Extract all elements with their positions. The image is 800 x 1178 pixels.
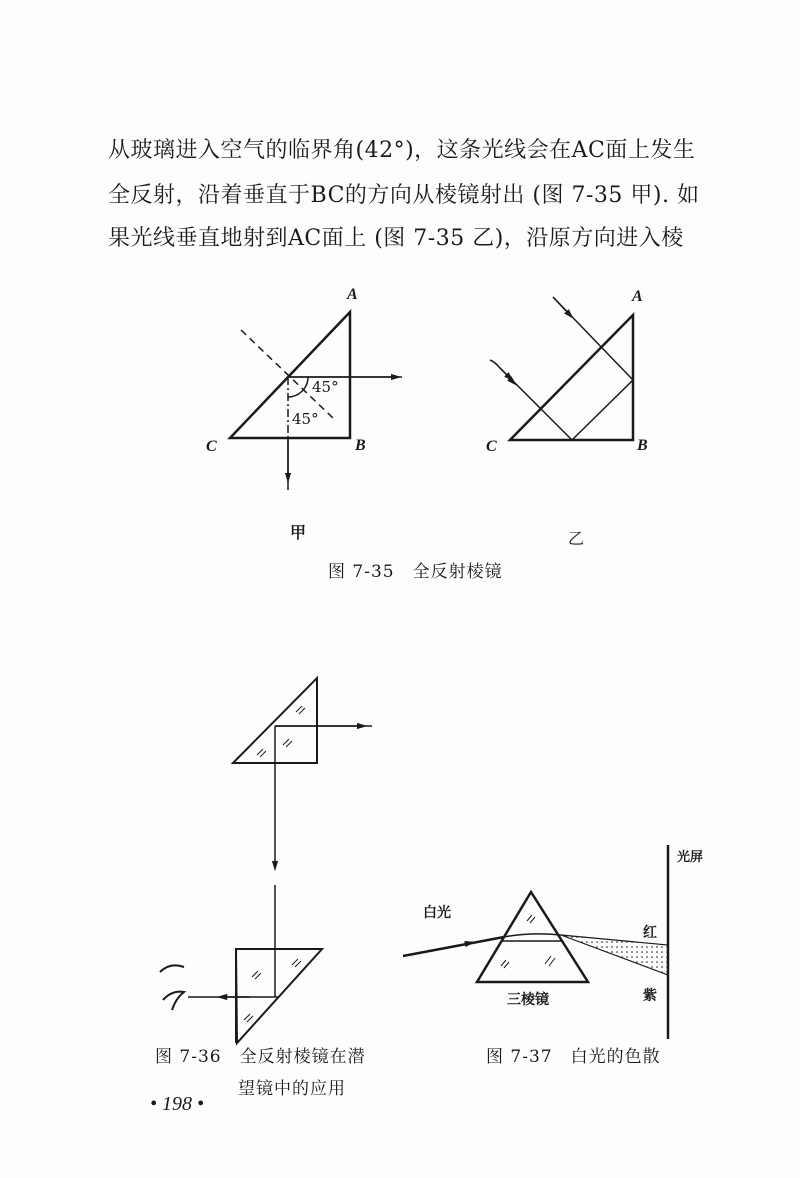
yi-label-c: C	[486, 438, 497, 455]
jia-angle-2: 45°	[292, 410, 319, 428]
jia-label-a: A	[347, 286, 358, 303]
screen-label: 光屏	[677, 850, 704, 865]
figure-7-36-caption-line-2: 望镜中的应用	[238, 1079, 346, 1099]
jia-label-b: B	[355, 437, 366, 454]
prism-jia	[230, 312, 402, 490]
body-line-3: 果光线垂直地射到AC面上 (图 7-35 乙)，沿原方向进入棱	[108, 226, 684, 251]
prism-yi	[490, 297, 633, 440]
periscope-diagram	[160, 678, 372, 1043]
eye-icon	[160, 965, 184, 1010]
yi-label-b: B	[637, 437, 648, 454]
figure-7-35-caption: 图 7-35 全反射棱镜	[328, 562, 503, 582]
prism-label: 三棱镜	[507, 992, 549, 1008]
figure-7-36-caption-line-1: 图 7-36 全反射棱镜在潜	[155, 1047, 366, 1067]
red-label: 红	[643, 925, 657, 941]
violet-label: 紫	[643, 988, 657, 1004]
dispersion-diagram	[403, 845, 668, 1039]
jia-sublabel: 甲	[290, 523, 307, 542]
jia-angle-1: 45°	[312, 378, 339, 396]
body-line-1: 从玻璃进入空气的临界角(42°)，这条光线会在AC面上发生	[108, 138, 696, 163]
figure-7-37-caption: 图 7-37 白光的色散	[486, 1047, 661, 1067]
page-number: • 198 •	[150, 1093, 205, 1115]
body-line-2: 全反射，沿着垂直于BC的方向从棱镜射出 (图 7-35 甲). 如	[108, 183, 700, 208]
jia-label-c: C	[206, 438, 217, 455]
yi-sublabel: 乙	[568, 529, 585, 548]
yi-label-a: A	[632, 288, 643, 305]
white-light-label: 白光	[423, 905, 451, 921]
